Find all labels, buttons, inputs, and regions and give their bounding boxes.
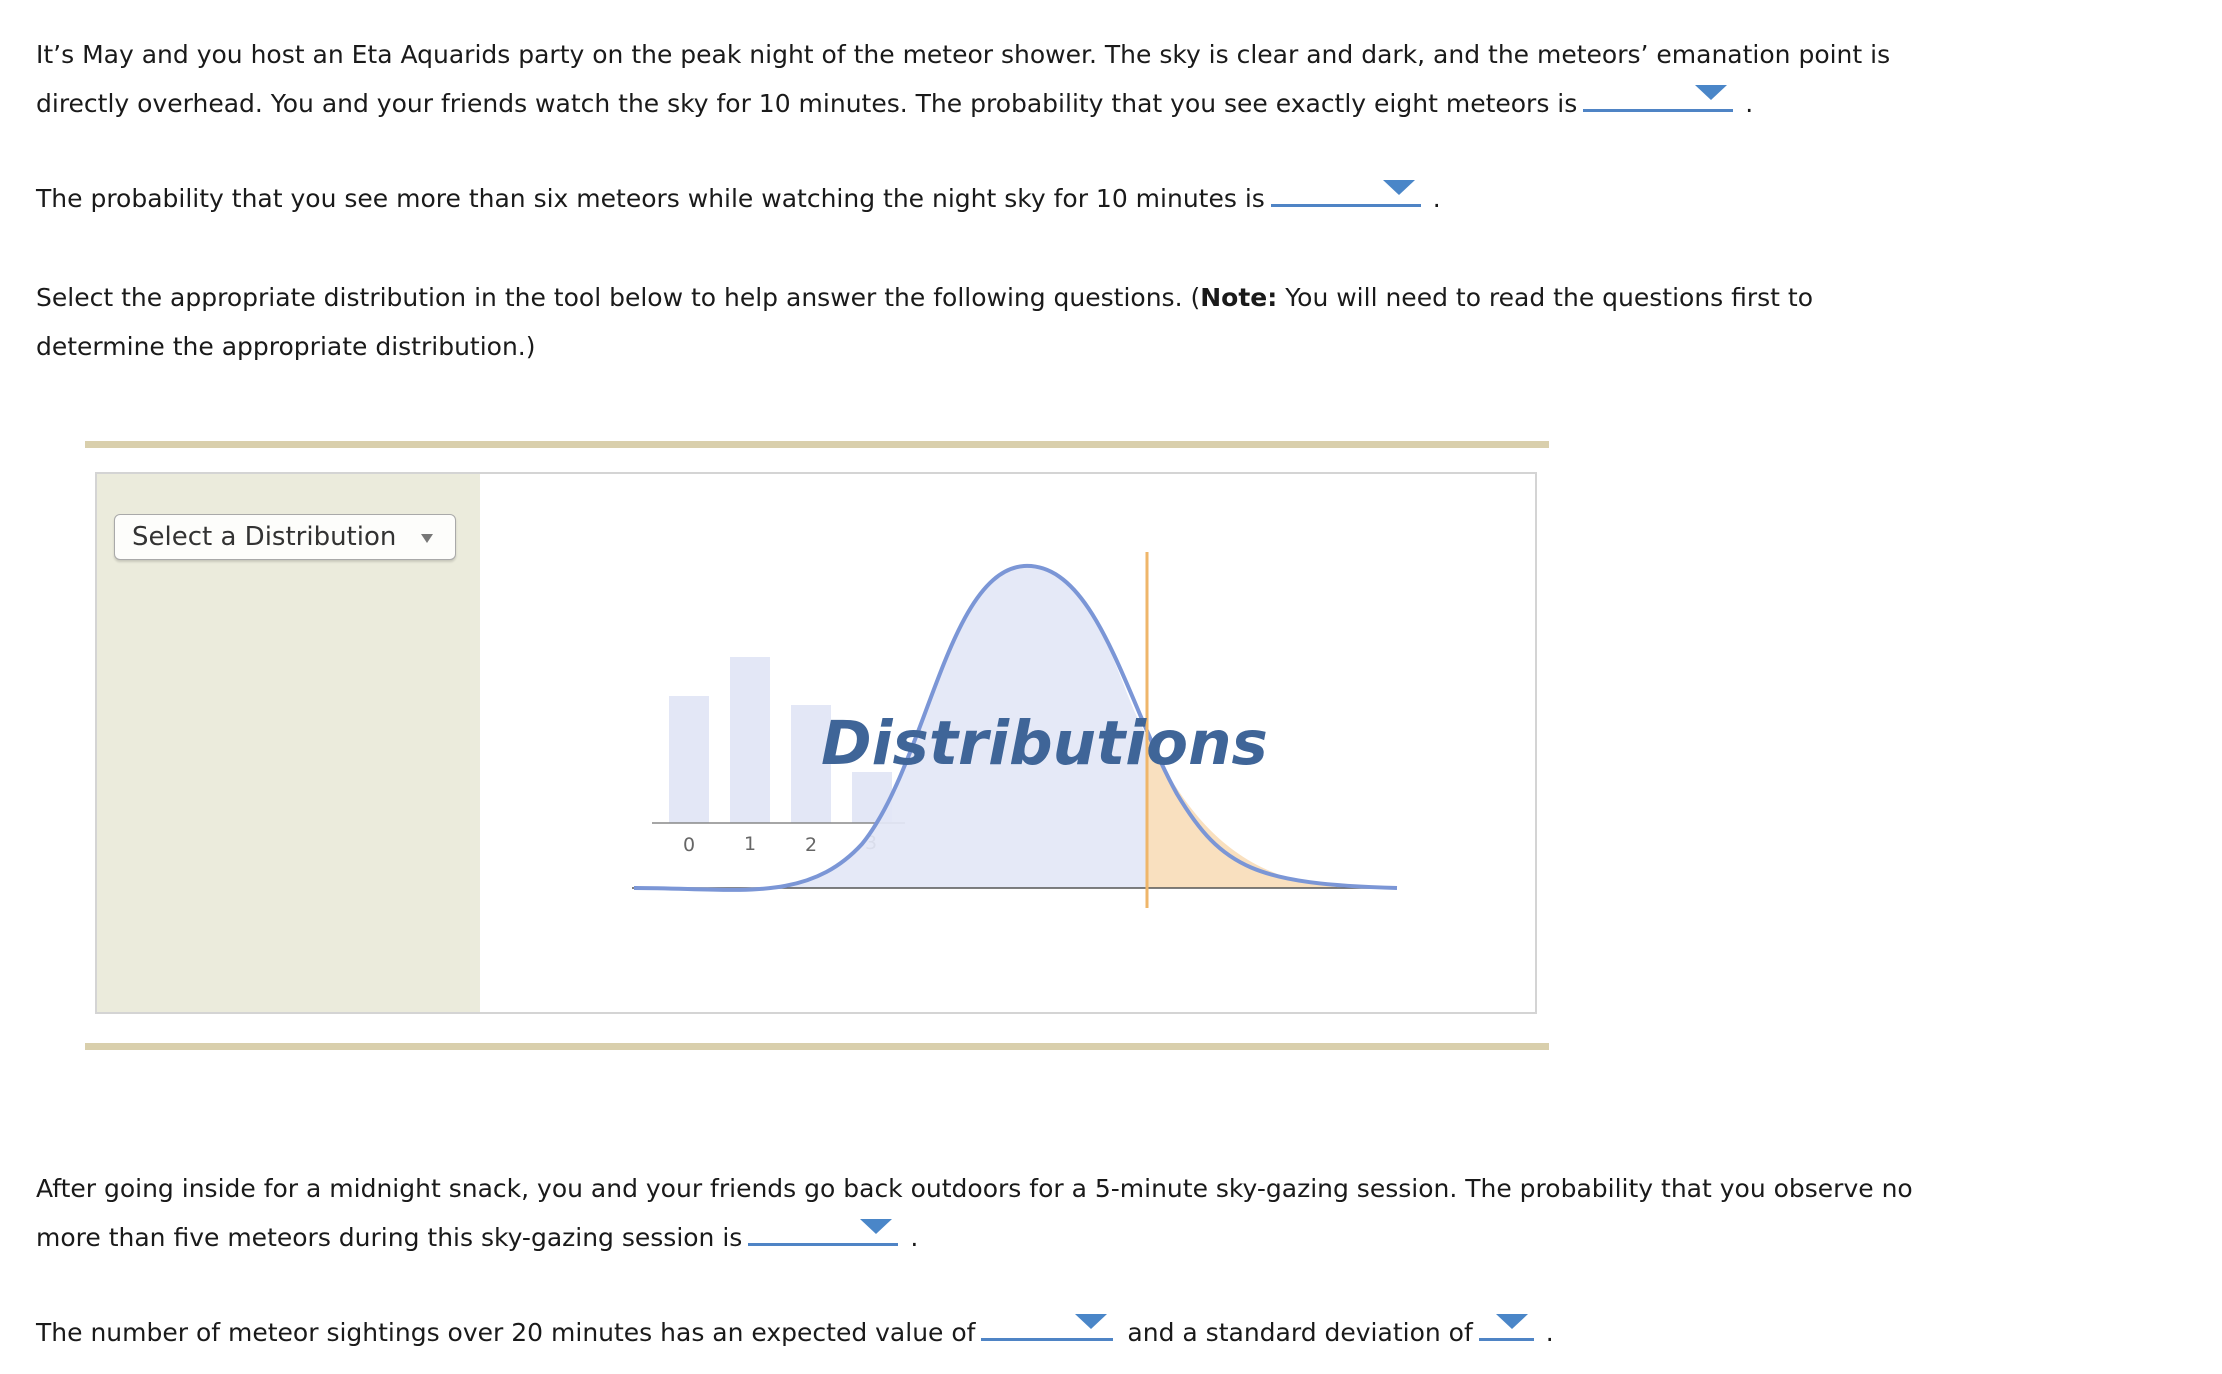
logo-bar-0	[669, 696, 709, 823]
tool-bottom-divider	[85, 1043, 1549, 1050]
question-3-text-2: more than five meteors during this sky-gazing session is	[36, 1223, 743, 1252]
question-1-text-2: directly overhead. You and your friends watch the sky for 10 minutes. The probability that you see exactly eight meteors is	[36, 89, 1578, 118]
distribution-select-label: Select a Distribution	[132, 522, 397, 552]
question-2-text: The probability that you see more than six meteors while watching the night sky for 10 minutes is	[36, 184, 1265, 213]
dropdown-arrow-icon	[860, 1219, 892, 1234]
distribution-tool	[95, 472, 1537, 1014]
question-4-mid: and a standard deviation of	[1127, 1318, 1473, 1347]
question-3-text: After going inside for a midnight snack, you and your friends go back outdoors for a 5-minute sky-gazing session. The probability that you observe no	[36, 1174, 1913, 1203]
dropdown-arrow-icon	[1695, 85, 1727, 100]
answer-dropdown-1[interactable]	[1583, 79, 1733, 112]
expected-value-dropdown[interactable]	[981, 1308, 1113, 1341]
note-label: Note:	[1200, 283, 1278, 312]
logo-title: Distributions	[821, 708, 1268, 779]
logo-tick-0: 0	[682, 834, 696, 856]
question-1: It’s May and you host an Eta Aquarids party on the peak night of the meteor shower. The sky is clear and dark, and the meteors’ emanation point is directly overhead. You and your friends watch the sky for 10 minutes. The probability that you see exactly eight meteors is .	[36, 40, 1891, 118]
logo-tick-2: 2	[804, 834, 818, 856]
question-4: The number of meteor sightings over 20 minutes has an expected value of and a standard deviation of .	[36, 1308, 1554, 1357]
question-1-text: It’s May and you host an Eta Aquarids party on the peak night of the meteor shower. The sky is clear and dark, and the meteors’ emanation point is	[36, 40, 1891, 69]
tool-top-divider	[85, 441, 1549, 448]
dropdown-arrow-icon	[1383, 180, 1415, 195]
answer-dropdown-3[interactable]	[748, 1213, 898, 1246]
instructions: Select the appropriate distribution in the tool below to help answer the following questions. (Note: You will need to read the questions first to determine the appropriate distribution.)	[36, 283, 1814, 361]
question-4-text: The number of meteor sightings over 20 minutes has an expected value of	[36, 1318, 976, 1347]
distributions-logo	[97, 474, 1535, 1012]
dropdown-arrow-icon	[1496, 1314, 1528, 1329]
logo-tick-1: 1	[743, 833, 757, 855]
answer-dropdown-2[interactable]	[1271, 174, 1421, 207]
dropdown-arrow-icon	[1075, 1314, 1107, 1329]
question-2: The probability that you see more than six meteors while watching the night sky for 10 minutes is .	[36, 174, 1441, 223]
question-3: After going inside for a midnight snack, you and your friends go back outdoors for a 5-minute sky-gazing session. The probability that you observe no more than five meteors during this sky-gazing session is .	[36, 1174, 1913, 1252]
std-dev-dropdown[interactable]	[1479, 1308, 1534, 1341]
logo-bar-1	[730, 657, 770, 823]
